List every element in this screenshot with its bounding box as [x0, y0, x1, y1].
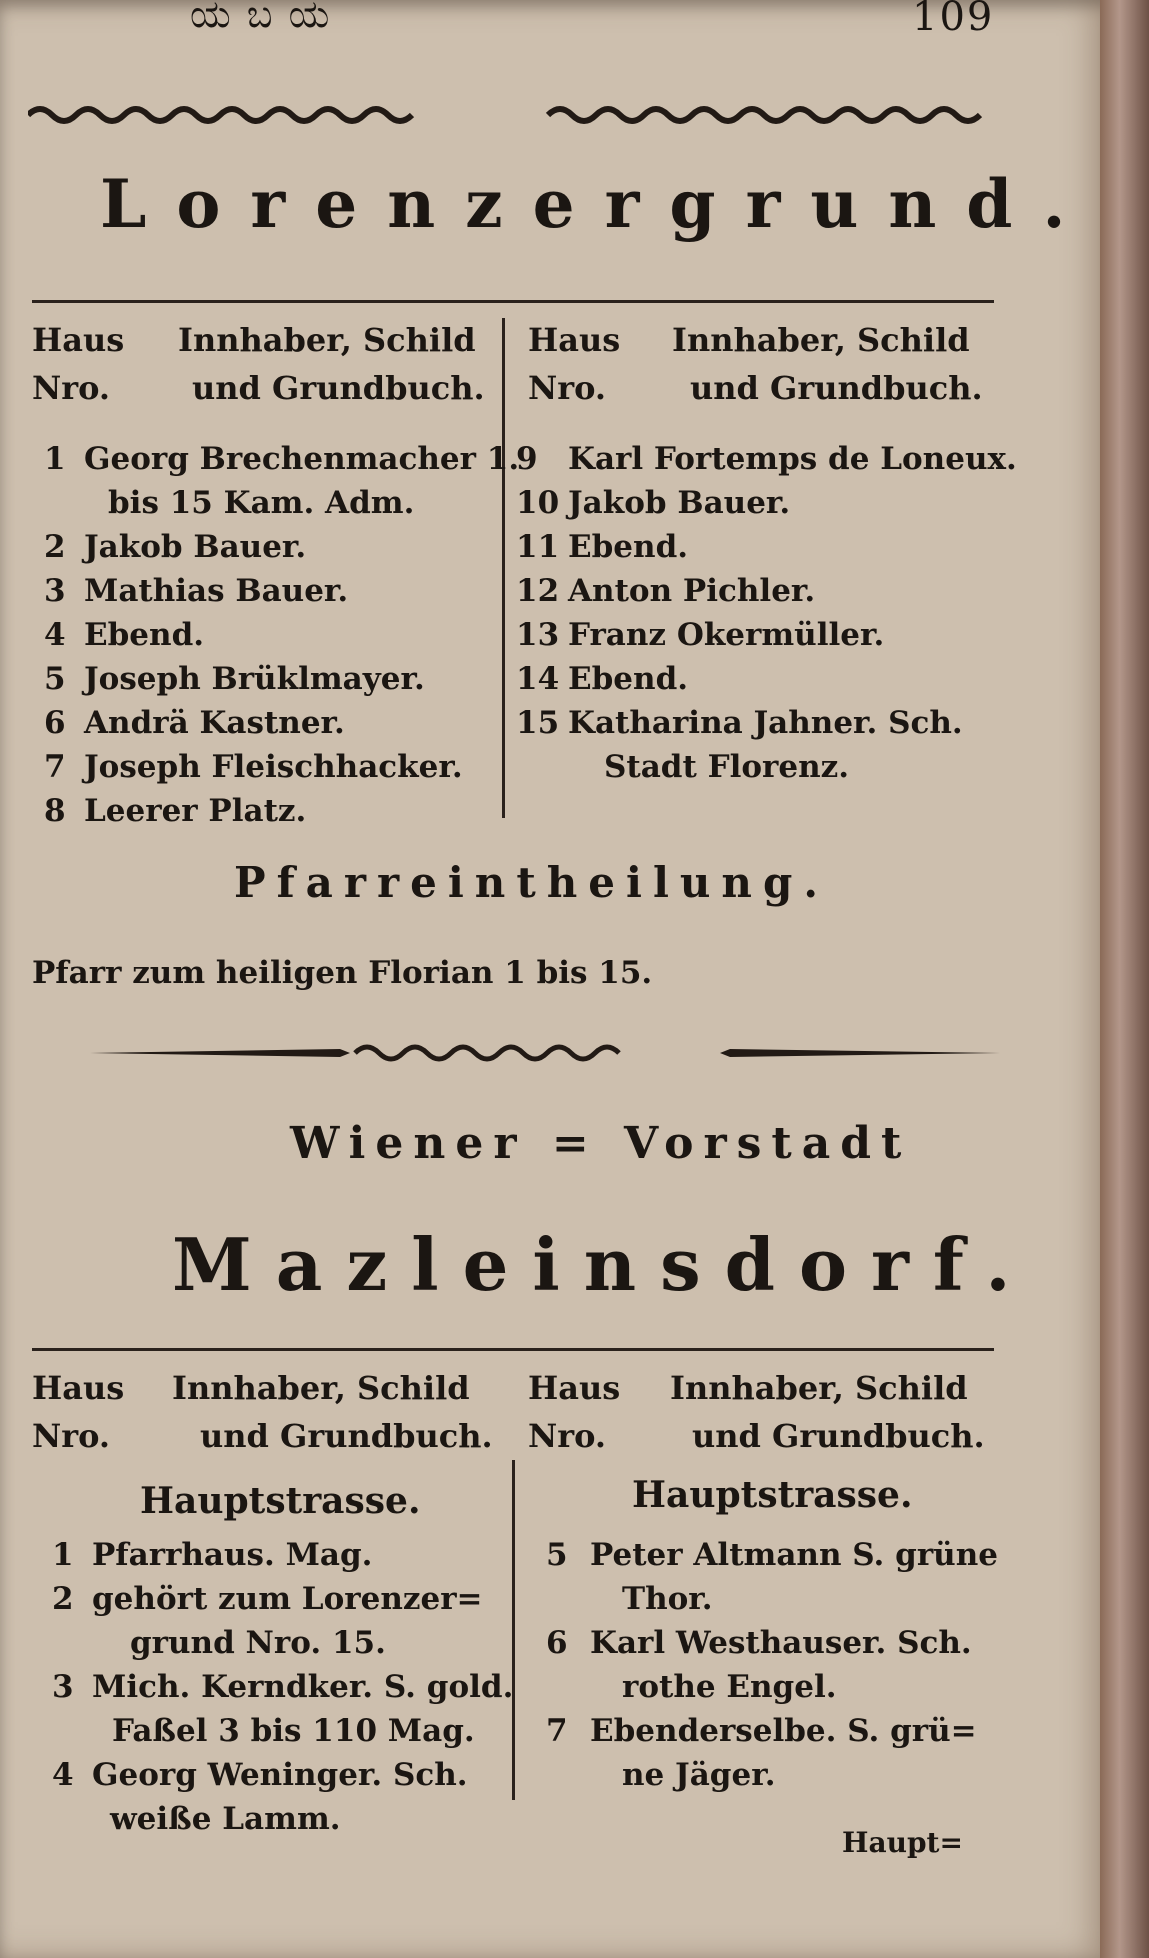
catchword: Haupt= [842, 1826, 963, 1859]
top-ornament [28, 102, 993, 128]
list-item: 7 Joseph Fleischhacker. [44, 749, 463, 785]
list-item: 10 Jakob Bauer. [516, 485, 791, 521]
s2-left-header-innhaber: Innhaber, Schild [172, 1369, 470, 1407]
parish-title: Pfarreintheilung. [234, 858, 829, 907]
s1-right-header-innhaber: Innhaber, Schild [672, 321, 970, 359]
list-item: 15 Katharina Jahner. Sch. [516, 705, 963, 741]
s2-right-header-innhaber: Innhaber, Schild [670, 1369, 968, 1407]
list-item: 12 Anton Pichler. [516, 573, 816, 609]
s2-left-header-haus: Haus [32, 1369, 125, 1407]
middle-ornament [90, 1040, 1000, 1066]
section1-column-divider [502, 318, 505, 818]
list-item: 2 gehört zum Lorenzer= [52, 1581, 483, 1617]
list-item: 1 Pfarrhaus. Mag. [52, 1537, 373, 1573]
s2-right-header-haus: Haus [528, 1369, 621, 1407]
page-number: 109 [912, 0, 995, 40]
list-item: 6 Andrä Kastner. [44, 705, 345, 741]
section2-top-rule [32, 1348, 994, 1351]
list-item: ne Jäger. [622, 1757, 776, 1793]
s1-left-header-haus: Haus [32, 321, 125, 359]
right-street-heading: Hauptstrasse. [632, 1474, 913, 1516]
list-item: 8 Leerer Platz. [44, 793, 307, 829]
list-item: 5 Joseph Brüklmayer. [44, 661, 425, 697]
s1-left-header-innhaber: Innhaber, Schild [178, 321, 476, 359]
parish-text: Pfarr zum heiligen Florian 1 bis 15. [32, 955, 653, 991]
list-item: 11 Ebend. [516, 529, 689, 565]
s2-left-header-nro: Nro. [32, 1417, 111, 1455]
s2-left-header-grundbuch: und Grundbuch. [200, 1417, 493, 1455]
s2-right-header-grundbuch: und Grundbuch. [692, 1417, 985, 1455]
list-item: bis 15 Kam. Adm. [108, 485, 415, 521]
list-item: 14 Ebend. [516, 661, 689, 697]
list-item: 4 Georg Weninger. Sch. [52, 1757, 468, 1793]
list-item: weiße Lamm. [110, 1801, 341, 1837]
list-item: 3 Mich. Kerndker. S. gold. [52, 1669, 514, 1705]
section1-top-rule [32, 300, 994, 303]
list-item: 9 Karl Fortemps de Loneux. [516, 441, 1017, 477]
s1-right-header-nro: Nro. [528, 369, 607, 407]
s2-right-header-nro: Nro. [528, 1417, 607, 1455]
list-item: 1 Georg Brechenmacher 1. [44, 441, 520, 477]
list-item: Stadt Florenz. [604, 749, 850, 785]
s1-left-header-nro: Nro. [32, 369, 111, 407]
list-item: 13 Franz Okermüller. [516, 617, 885, 653]
list-item: 5 Peter Altmann S. grüne [546, 1537, 998, 1573]
s1-right-header-grundbuch: und Grundbuch. [690, 369, 983, 407]
list-item: rothe Engel. [622, 1669, 837, 1705]
list-item: Thor. [622, 1581, 713, 1617]
section2-subtitle: Wiener = Vorstadt [290, 1118, 912, 1169]
list-item: 4 Ebend. [44, 617, 205, 653]
list-item: 3 Mathias Bauer. [44, 573, 349, 609]
left-street-heading: Hauptstrasse. [140, 1480, 421, 1522]
list-item: grund Nro. 15. [130, 1625, 386, 1661]
section2-column-divider [512, 1460, 515, 1800]
section2-title: Mazleinsdorf. [172, 1222, 1035, 1307]
list-item: 6 Karl Westhauser. Sch. [546, 1625, 972, 1661]
top-glyphs: ಯ ಬ ಯ [190, 0, 332, 36]
page-edge [1100, 0, 1149, 1958]
s1-left-header-grundbuch: und Grundbuch. [192, 369, 485, 407]
list-item: 2 Jakob Bauer. [44, 529, 307, 565]
s1-right-header-haus: Haus [528, 321, 621, 359]
section1-title: Lorenzergrund. [100, 165, 1096, 243]
list-item: 7 Ebenderselbe. S. grü= [546, 1713, 977, 1749]
list-item: Faßel 3 bis 110 Mag. [112, 1713, 475, 1749]
